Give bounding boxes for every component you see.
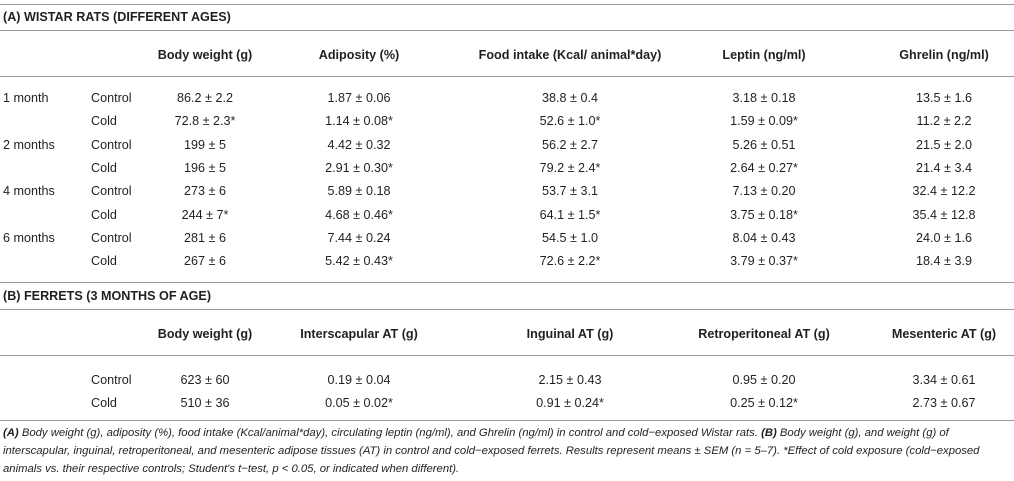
value-cell: 3.75 ± 0.18* (730, 207, 798, 222)
group-cell: Control (91, 91, 132, 105)
col-header-adiposity: Adiposity (%) (318, 48, 400, 62)
group-cell: Cold (91, 396, 117, 411)
age-cell: 4 months (3, 184, 55, 199)
group-cell: Control (91, 230, 132, 245)
value-cell: 7.44 ± 0.24 (327, 230, 391, 245)
section-b-title-rule (0, 309, 1014, 310)
value-cell: 52.6 ± 1.0* (539, 114, 601, 129)
value-cell: 21.4 ± 3.4 (916, 160, 972, 175)
col-header-body-weight: Body weight (g) (157, 48, 253, 62)
value-cell: 0.95 ± 0.20 (732, 373, 796, 387)
value-cell: 199 ± 5 (184, 137, 226, 152)
value-cell: 4.42 ± 0.32 (327, 137, 391, 152)
top-rule (0, 4, 1014, 5)
group-cell: Cold (91, 114, 117, 129)
group-cell: Cold (91, 207, 117, 222)
value-cell: 3.79 ± 0.37* (730, 254, 798, 269)
col-header-inguinal: Inguinal AT (g) (526, 327, 614, 341)
value-cell: 5.89 ± 0.18 (327, 184, 391, 199)
section-a-bottom-rule (0, 282, 1014, 283)
value-cell: 5.42 ± 0.43* (325, 254, 393, 269)
value-cell: 2.73 ± 0.67 (912, 396, 976, 411)
col-header-ghrelin: Ghrelin (ng/ml) (899, 48, 989, 62)
caption-label-b: (B) (761, 427, 777, 439)
value-cell: 0.91 ± 0.24* (536, 396, 604, 411)
value-cell: 623 ± 60 (180, 373, 230, 387)
value-cell: 38.8 ± 0.4 (542, 91, 598, 105)
value-cell: 11.2 ± 2.2 (916, 114, 972, 129)
value-cell: 196 ± 5 (184, 160, 226, 175)
value-cell: 4.68 ± 0.46* (325, 207, 393, 222)
group-cell: Cold (91, 254, 117, 269)
col-header-food-intake: Food intake (Kcal/ animal*day) (478, 48, 662, 62)
value-cell: 32.4 ± 12.2 (912, 184, 976, 199)
group-cell: Control (91, 137, 132, 152)
col-header-retroperitoneal: Retroperitoneal AT (g) (698, 327, 830, 341)
value-cell: 8.04 ± 0.43 (732, 230, 796, 245)
group-cell: Cold (91, 160, 117, 175)
group-cell: Control (91, 373, 132, 387)
value-cell: 13.5 ± 1.6 (916, 91, 972, 105)
group-cell: Control (91, 184, 132, 199)
value-cell: 244 ± 7* (181, 207, 229, 222)
section-b-header-rule (0, 355, 1014, 356)
table-caption (3, 424, 1008, 478)
value-cell: 0.25 ± 0.12* (730, 396, 798, 411)
value-cell: 5.26 ± 0.51 (732, 137, 796, 152)
value-cell: 18.4 ± 3.9 (916, 254, 972, 269)
value-cell: 510 ± 36 (180, 396, 230, 411)
value-cell: 267 ± 6 (184, 254, 226, 269)
value-cell: 3.34 ± 0.61 (912, 373, 976, 387)
caption-text-b: Body weight (g), and weight (g) of interscapular, inguinal, retroperitoneal, and mesenteric adipose tissues (AT) in control and cold−exposed ferrets. Results represent means ± SEM (n = 5–7). *Effect of cold exposure (cold−exposed animals vs. their respective controls; Student's t−test, p < 0.05, or indicated when different). (3, 427, 980, 475)
section-b-title: (B) FERRETS (3 MONTHS OF AGE) (3, 289, 212, 303)
value-cell: 53.7 ± 3.1 (542, 184, 598, 199)
value-cell: 86.2 ± 2.2 (177, 91, 233, 105)
value-cell: 21.5 ± 2.0 (916, 137, 972, 152)
value-cell: 1.14 ± 0.08* (325, 114, 393, 129)
value-cell: 0.05 ± 0.02* (325, 396, 393, 411)
age-cell: 1 month (3, 91, 49, 105)
value-cell: 2.15 ± 0.43 (538, 373, 602, 387)
value-cell: 2.64 ± 0.27* (730, 160, 798, 175)
value-cell: 1.87 ± 0.06 (327, 91, 391, 105)
value-cell: 64.1 ± 1.5* (539, 207, 601, 222)
age-cell: 2 months (3, 137, 55, 152)
value-cell: 72.8 ± 2.3* (174, 114, 236, 129)
caption-label-a: (A) (3, 427, 19, 439)
value-cell: 72.6 ± 2.2* (539, 254, 601, 269)
value-cell: 54.5 ± 1.0 (542, 230, 598, 245)
value-cell: 281 ± 6 (184, 230, 226, 245)
col-header-interscapular: Interscapular AT (g) (300, 327, 418, 341)
value-cell: 56.2 ± 2.7 (542, 137, 598, 152)
caption-text-a: Body weight (g), adiposity (%), food intake (Kcal/animal*day), circulating leptin (ng/ml), and Ghrelin (ng/ml) in control and cold−exposed Wistar rats. (18, 427, 762, 439)
age-cell: 6 months (3, 230, 55, 245)
value-cell: 273 ± 6 (184, 184, 226, 199)
value-cell: 0.19 ± 0.04 (327, 373, 391, 387)
section-a-title-rule (0, 30, 1014, 31)
col-header-mesenteric: Mesenteric AT (g) (891, 327, 997, 341)
value-cell: 7.13 ± 0.20 (732, 184, 796, 199)
value-cell: 3.18 ± 0.18 (732, 91, 796, 105)
value-cell: 1.59 ± 0.09* (730, 114, 798, 129)
value-cell: 35.4 ± 12.8 (912, 207, 976, 222)
value-cell: 24.0 ± 1.6 (916, 230, 972, 245)
col-header-leptin: Leptin (ng/ml) (722, 48, 806, 62)
section-a-header-rule (0, 76, 1014, 77)
col-header-body-weight-b: Body weight (g) (157, 327, 253, 341)
value-cell: 2.91 ± 0.30* (325, 160, 393, 175)
section-a-title: (A) WISTAR RATS (DIFFERENT AGES) (3, 10, 231, 24)
table-bottom-rule (0, 420, 1014, 421)
value-cell: 79.2 ± 2.4* (539, 160, 601, 175)
